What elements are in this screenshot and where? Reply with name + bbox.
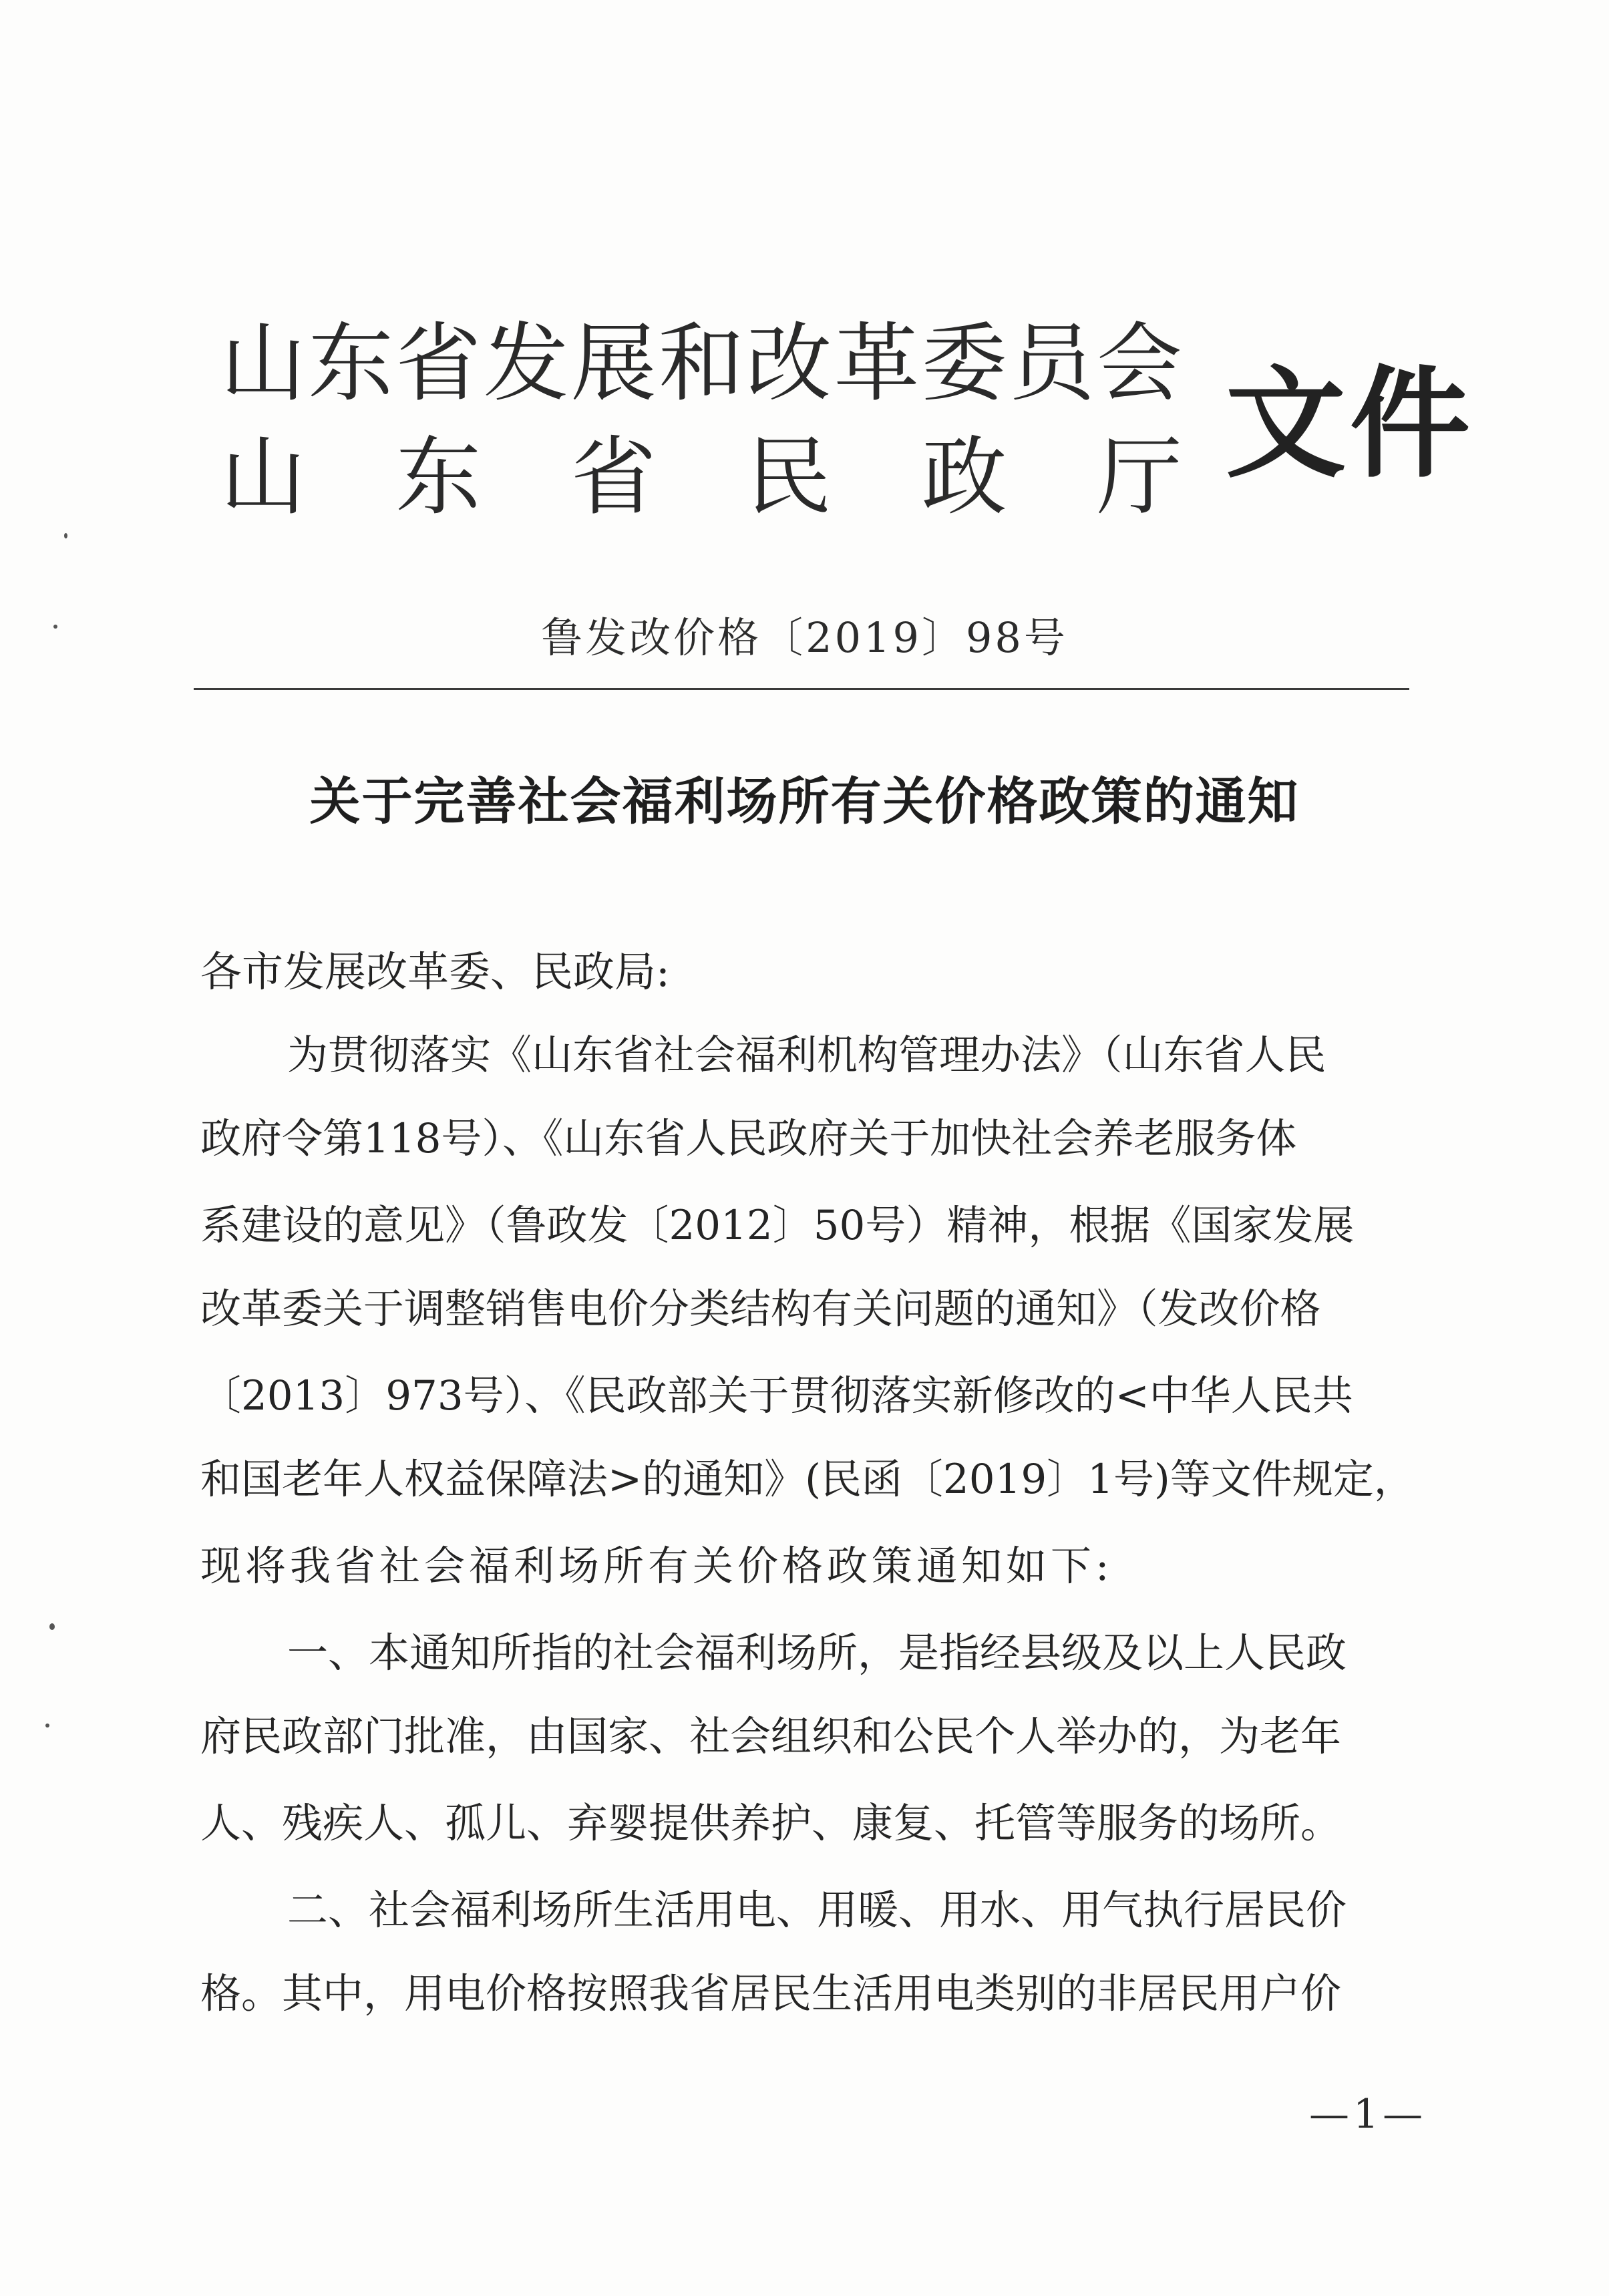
org-char: 政: [921, 428, 1007, 527]
body-line: 和国老年人权益保障法>的通知》(民函〔2019〕1号)等文件规定，: [200, 1456, 1415, 1503]
body-line: 府民政部门批准，由国家、社会组织和公民个人举办的，为老年: [200, 1713, 1342, 1760]
body-line: 人、残疾人、孤儿、弃婴提供养护、康复、托管等服务的场所。: [200, 1800, 1342, 1847]
org-char: 山: [220, 314, 307, 414]
document-number: 鲁发改价格〔2019〕98号: [541, 613, 1068, 662]
body-line: 格。其中，用电价格按照我省居民生活用电类别的非居民用户价: [200, 1970, 1342, 2017]
scan-speck: [64, 533, 67, 538]
org-char: 革: [834, 314, 920, 414]
header-divider: [194, 688, 1409, 690]
issuing-org-ndrc: [220, 314, 1182, 414]
org-char: 委: [921, 314, 1007, 414]
org-char: 省: [570, 428, 657, 527]
org-char: 发: [483, 314, 569, 414]
issuing-org-civil-affairs: [220, 428, 1182, 528]
page-number: —1—: [1309, 2091, 1427, 2138]
addressee: 各市发展改革委、民政局:: [200, 947, 670, 996]
document-title: 关于完善社会福利场所有关价格政策的通知: [309, 772, 1300, 831]
org-char: 东: [395, 428, 482, 527]
org-char: 员: [1009, 314, 1095, 414]
org-char: 山: [220, 428, 307, 527]
org-char: 和: [658, 314, 744, 414]
org-char: 东: [308, 314, 394, 414]
scan-speck: [45, 1724, 49, 1728]
org-char: 会: [1096, 314, 1182, 414]
body-line: 改革委关于调整销售电价分类结构有关问题的通知》（发改价格: [200, 1285, 1321, 1333]
org-char: 展: [570, 314, 657, 414]
body-line: 为贯彻落实《山东省社会福利机构管理办法》（山东省人民: [287, 1031, 1326, 1079]
document-kind-label: 文件: [1226, 353, 1475, 494]
body-line: 政府令第118号）、《山东省人民政府关于加快社会养老服务体: [200, 1115, 1297, 1162]
scan-speck: [53, 625, 57, 629]
scan-speck: [49, 1623, 55, 1630]
body-line: 二、社会福利场所生活用电、用暖、用水、用气执行居民价: [287, 1887, 1347, 1934]
body-line: 现将我省社会福利场所有关价格政策通知如下:: [200, 1542, 1113, 1590]
org-char: 民: [746, 428, 832, 527]
org-char: 省: [395, 314, 482, 414]
body-line: 一、本通知所指的社会福利场所，是指经县级及以上人民政: [287, 1629, 1347, 1677]
body-line: 系建设的意见》（鲁政发〔2012〕50号）精神，根据《国家发展: [200, 1202, 1355, 1249]
body-line: 〔2013〕973号）、《民政部关于贯彻落实新修改的<中华人民共: [200, 1372, 1353, 1420]
org-char: 改: [746, 314, 832, 414]
org-char: 厅: [1096, 428, 1182, 527]
